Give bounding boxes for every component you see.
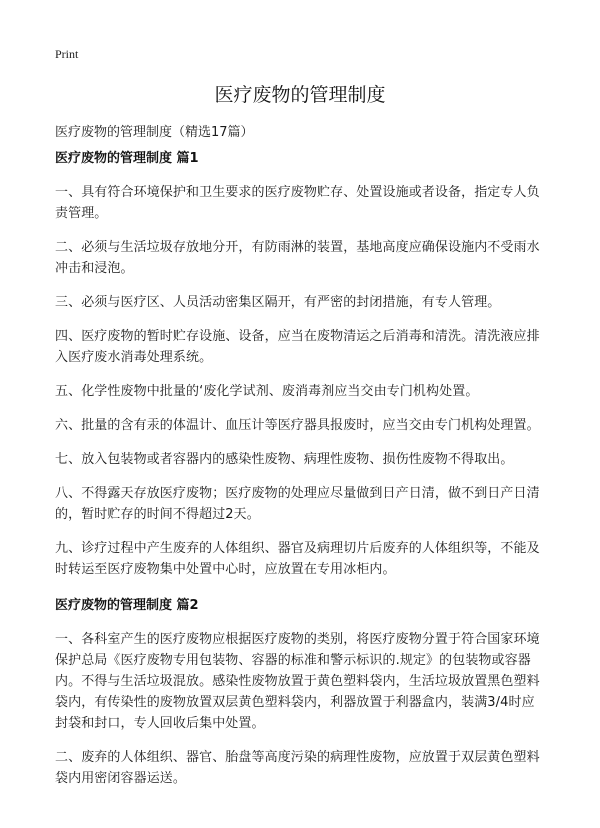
paragraph: 一、具有符合环境保护和卫生要求的医疗废物贮存、处置设施或者设备，指定专人负责管理。: [55, 185, 540, 221]
paragraph: 一、各科室产生的医疗废物应根据医疗废物的类别，将医疗废物分置于符合国家环境保护总局《医疗废物专用包装物、容器的标准和警示标识的.规定》的包装物或容器内。不得与生活垃圾混放。感染性废物放置于黄色塑料袋内，生活垃圾放置黑色塑料袋内，有传染性的废物放置双层黄色塑料袋内，利器放置于利器盒内，装满3/4时应封袋和封口，专人回收后集中处置。: [55, 632, 540, 731]
section-heading: 医疗废物的管理制度 篇2: [55, 598, 199, 613]
print-label: Print: [55, 47, 79, 61]
paragraph: 八、不得露天存放医疗废物；医疗废物的处理应尽量做到日产日清，做不到日产日清的，暂时贮存的时间不得超过2天。: [55, 486, 540, 522]
page-title: 医疗废物的管理制度: [214, 84, 386, 106]
paragraph: 九、诊疗过程中产生废弃的人体组织、器官及病理切片后废弃的人体组织等，不能及时转运至医疗废物集中处置中心时，应放置在专用冰柜内。: [55, 541, 540, 577]
paragraph: 七、放入包装物或者容器内的感染性废物、病理性废物、损伤性废物不得取出。: [55, 452, 514, 467]
paragraph: 三、必须与医疗区、人员活动密集区隔开，有严密的封闭措施，有专人管理。: [55, 295, 501, 310]
paragraph: 六、批量的含有汞的体温计、血压计等医疗器具报废时，应当交由专门机构处理置。: [55, 418, 540, 433]
document-body: [55, 150, 547, 802]
paragraph: 五、化学性废物中批量的‘废化学试剂、废消毒剂应当交由专门机构处置。: [55, 384, 479, 399]
section-2: [55, 597, 547, 789]
section-heading: 医疗废物的管理制度 篇1: [55, 151, 199, 166]
paragraph: 四、医疗废物的暂时贮存设施、设备，应当在废物清运之后消毒和清洗。清洗液应排入医疗废水消毒处理系统。: [55, 329, 540, 365]
section-1: [55, 150, 547, 580]
paragraph: 二、废弃的人体组织、器官、胎盘等高度污染的病理性废物，应放置于双层黄色塑料袋内用密闭容器运送。: [55, 750, 540, 786]
paragraph: 二、必须与生活垃圾存放地分开，有防雨淋的装置，基地高度应确保设施内不受雨水冲击和浸泡。: [55, 240, 540, 276]
document-subtitle: 医疗废物的管理制度（精选17篇）: [55, 125, 254, 140]
